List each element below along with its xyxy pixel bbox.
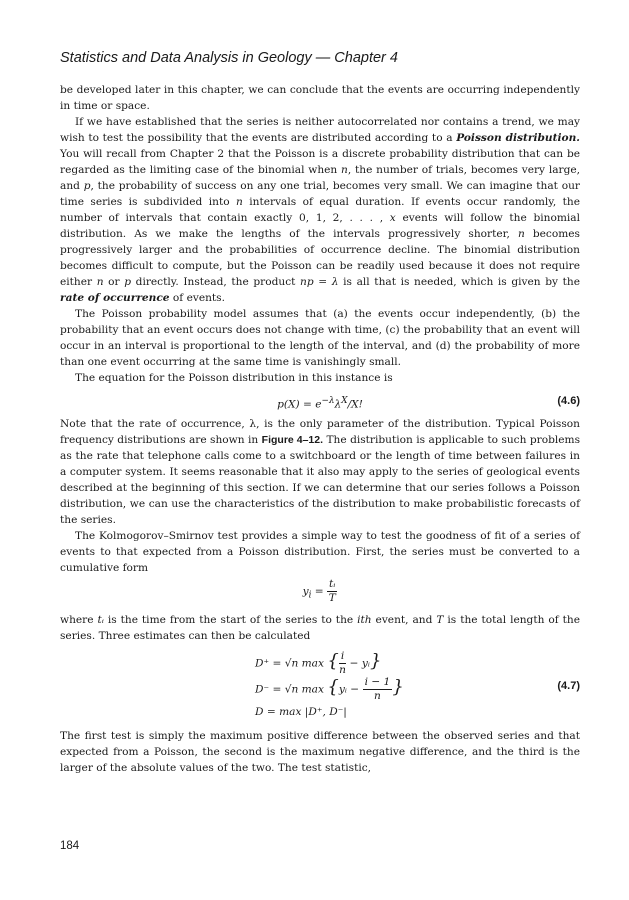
equation-d-minus: D⁻ = √n max {yᵢ − $\frac{i - 1}{n}$ } [255,676,404,702]
paragraph-4: The equation for the Poisson distribution in this instance is [75,372,393,384]
paragraph-1: be developed later in this chapter, we can conclude that the events are occurring independently in time or space. [60,84,580,112]
paragraph-6: The Kolmogorov–Smirnov test provides a simple way to test the goodness of fit of a series of events to that expected from a Poisson distribution. First, the series must be converted to a cumulative form [60,530,580,574]
equation-cumulative-formula: $y_i$ = $\frac{\text{tᵢ}}{T}$ [302,578,336,604]
equation-d: D = max |D⁺, D⁻| [255,706,347,718]
paragraph-5: Note that the rate of occurrence, λ, is the only parameter of the distribution. Typical Poisson frequency distributions are shown in Figure 4–12. The distribution is applicable to such problems as the rate that telephone calls come to a switchboard or the length of time between failures in a computer system. It seems reasonable that it also may apply to the series of geological events described at the beginning of this section. If we can determine that our series follows a Poisson distribution, we can use the characteristics of the distribution to make probabilistic forecasts of the series. [60,418,581,526]
equation-cumulative [60,576,580,612]
equation-number-4-7: (4.7) [557,680,580,692]
running-header: Statistics and Data Analysis in Geology — Chapter 4 [60,50,398,66]
equation-4-6 [60,386,580,416]
paragraph-3: The Poisson probability model assumes that (a) the events occur independently, (b) the probability that an event occurs does not change with time, (c) the probability that an event will occur in an interval is proportional to the length of the interval, and (d) the probability of more than one event occurring at the same time is vanishingly small. [60,308,580,368]
paragraph-2: If we have established that the series is neither autocorrelated nor contains a trend, we may wish to test the possibility that the events are distributed according to a Poisson distribution. You will recall from Chapter 2 that the Poisson is a discrete probability distribution that can be regarded as the limiting case of the binomial when n, the number of trials, becomes very large, and p, the probability of success on any one trial, becomes very small. We can imagine that our time series is subdivided into n intervals of equal duration. If events occur randomly, the number of intervals that contain exactly 0, 1, 2, . . . , x events will follow the binomial distribution. As we make the lengths of the intervals progressively shorter, n becomes progressively larger and the probabilities of occurrence decline. The binomial distribution becomes difficult to compute, but the Poisson can be readily used because it does not require either n or p directly. Instead, the product np = λ is all that is needed, which is given by the rate of occurrence of events. [60,116,581,304]
paragraph-8: The first test is simply the maximum positive difference between the observed series and that expected from a Poisson, the second is the maximum negative difference, and the third is the larger of the absolute values of the two. The test statistic, [60,730,580,774]
body-text [60,82,580,776]
equation-number-4-6: (4.6) [557,395,580,407]
figure-reference: Figure 4–12. [261,434,324,446]
equation-4-7 [60,644,580,722]
equation-4-6-formula: $p(X) = e^{-\lambda}\lambda^X/X$! [277,396,363,411]
term-poisson-distribution: Poisson distribution. [456,132,580,144]
equation-d-plus: D⁺ = √n max { $\frac{i}{n}$ − yᵢ} [255,650,382,676]
page-number: 184 [60,840,80,852]
paragraph-7: where tᵢ is the time from the start of the series to the ith event, and T is the total length of the series. Three estimates can then be calculated [60,614,580,642]
term-rate-of-occurrence: rate of occurrence [60,292,170,304]
